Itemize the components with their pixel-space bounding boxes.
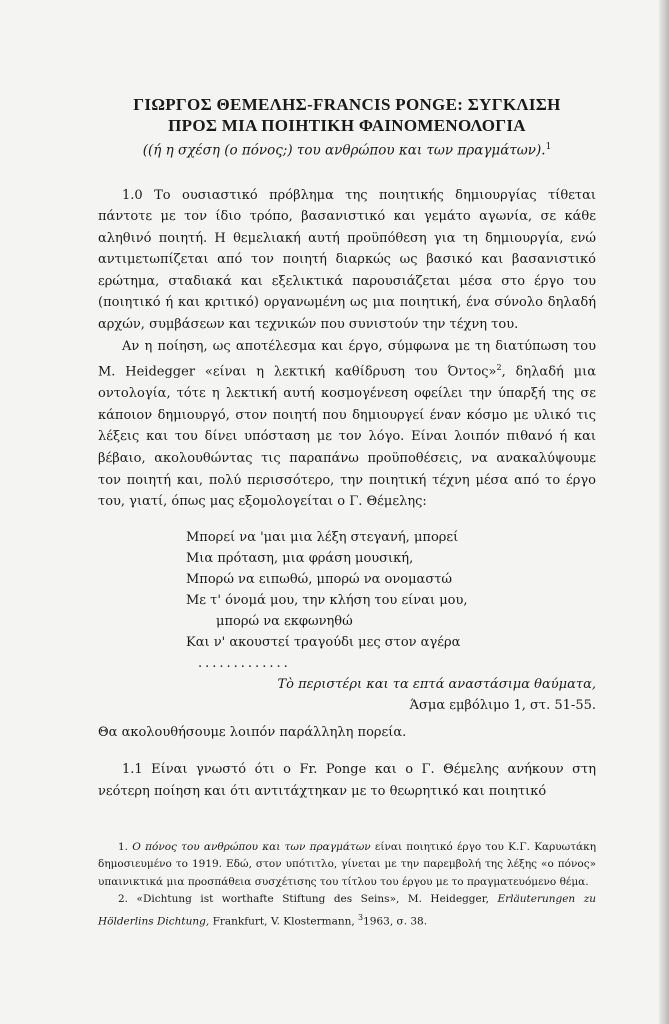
footnote-1-title: Ο πόνος του ανθρώπου και των πραγμάτων xyxy=(132,840,371,853)
poem-ellipsis: ............. xyxy=(198,655,291,671)
footnote-1 xyxy=(98,839,596,892)
footnotes xyxy=(98,839,596,931)
footnote-2 xyxy=(98,891,596,931)
footnote-1-number: 1. xyxy=(118,840,129,853)
poem-line: Μπορεί να 'μαι μια λέξη στεγανή, μπορεί xyxy=(186,529,459,545)
poem-source xyxy=(98,674,596,716)
page-content xyxy=(98,94,596,931)
poem-line: Μπορώ να ειπωθώ, μπορώ να ονομαστώ xyxy=(186,571,452,587)
paragraph-2-part-a: Αν η ποίηση, ως αποτέλεσμα και έργο, σύμφωνα με τη διατύπωση του M. Heidegger «είναι η λεκτική καθίδρυση του Όντος» xyxy=(98,338,596,380)
footnote-2-number: 2. xyxy=(118,893,129,906)
subtitle-text: ((ή η σχέση (ο πόνος;) του ανθρώπου και των πραγμάτων). xyxy=(142,142,546,159)
footnote-2-tail: 1963, σ. 38. xyxy=(363,915,428,928)
footnote-2-publisher: Frankfurt, V. Klostermann, xyxy=(209,915,359,928)
paragraph-4: 1.1 Είναι γνωστό ότι ο Fr. Ponge και ο Γ. Θέμελης ανήκουν στη νεότερη ποίηση και ότι αντιτάχτηκαν με το θεωρητικό και ποιητικό xyxy=(98,762,596,799)
article-title xyxy=(98,94,596,136)
footnote-2-text: «Dichtung ist worthafte Stiftung des Seins», M. Heidegger, xyxy=(128,893,498,906)
paragraph-2 xyxy=(98,336,596,513)
footnote-ref-2: 2 xyxy=(496,363,502,373)
paragraph-1: 1.0 Το ουσιαστικό πρόβλημα της ποιητικής δημιουργίας τίθεται πάντοτε με τον ίδιο τρόπο, βασανιστικό και γεμάτο αγωνία, σε κάθε αληθινό ποιητή. Η θεμελιακή αυτή προϋπόθεση για τη δημιουργία, ενώ αντιμετωπίζεται από τον ποιητή διαρκώς ως βασικό και βασανιστικό ερώτημα, σταδιακά και εξελικτικά παρουσιάζεται μέσα στο έργο του (ποιητικό ή και κριτικό) οργανωμένη ως μια ποιητική, ένα σύνολο δηλαδή αρχών, συμβάσεων και τεχνικών που συνιστούν την τέχνη του. xyxy=(98,187,596,333)
poem-quote xyxy=(186,527,596,674)
poem-line: Και ν' ακουστεί τραγούδι μες στον αγέρα xyxy=(186,634,461,650)
poem-line: Με τ' όνομά μου, την κλήση του είναι μου, xyxy=(186,592,468,608)
footnote-ref-1: 1 xyxy=(545,142,552,152)
footnote-2-title: Erläuterungen zu Hölderlins Dichtung, xyxy=(98,893,596,928)
title-line-2: ΠΡΟΣ ΜΙΑ ΠΟΙΗΤΙΚΗ ΦΑΙΝΟΜΕΝΟΛΟΓΙΑ xyxy=(168,116,526,135)
title-line-1: ΓΙΩΡΓΟΣ ΘΕΜΕΛΗΣ-FRANCIS PONGE: ΣΥΓΚΛΙΣΗ xyxy=(133,95,561,114)
paragraph-2-part-b: , δηλαδή μια οντολογία, τότε η λεκτική αυτή κοσμογένεση οφείλει την ύπαρξή της σε κάποιον δημιουργό, στον ποιητή που δημιουργεί έναν κόσμο με υλικό τις λέξεις και του δίνει υπόσταση με τον λόγο. Είναι λοιπόν πιθανό ή και βέβαιο, ακολουθώντας τις παραπάνω προϋποθέσεις, να ανακαλύψουμε τον ποιητή και, πολύ περισσότερο, την ποιητική τέχνη μέσα από το έργο του, γιατί, όπως μας εξομολογείται ο Γ. Θέμελης: xyxy=(98,364,596,510)
footnote-2-edition: 3 xyxy=(358,912,364,922)
page-edge xyxy=(659,0,669,1024)
article-subtitle xyxy=(98,138,596,161)
poem-line: Μια πρόταση, μια φράση μουσική, xyxy=(186,550,414,566)
poem-source-ref: Άσμα εμβόλιμο 1, στ. 51-55. xyxy=(409,697,596,713)
body-text xyxy=(98,185,596,803)
poem-line: μπορώ να εκφωνηθώ xyxy=(216,613,353,629)
poem-source-title: Τὸ περιστέρι και τα επτά αναστάσιμα θαύματα, xyxy=(277,676,596,692)
paragraph-3: Θα ακολουθήσουμε λοιπόν παράλληλη πορεία. xyxy=(98,724,407,740)
footnote-1-text: είναι ποιητικό έργο του Κ.Γ. Καρυωτάκη δημοσιευμένο το 1919. Εδώ, στον υπότιτλο, γίνεται με την παρεμβολή της λέξης «ο πόνος» υπαινικτικά μια προσπάθεια συσχέτισης του τίτλου του έργου με το πραγματευόμενο θέμα. xyxy=(98,840,596,888)
